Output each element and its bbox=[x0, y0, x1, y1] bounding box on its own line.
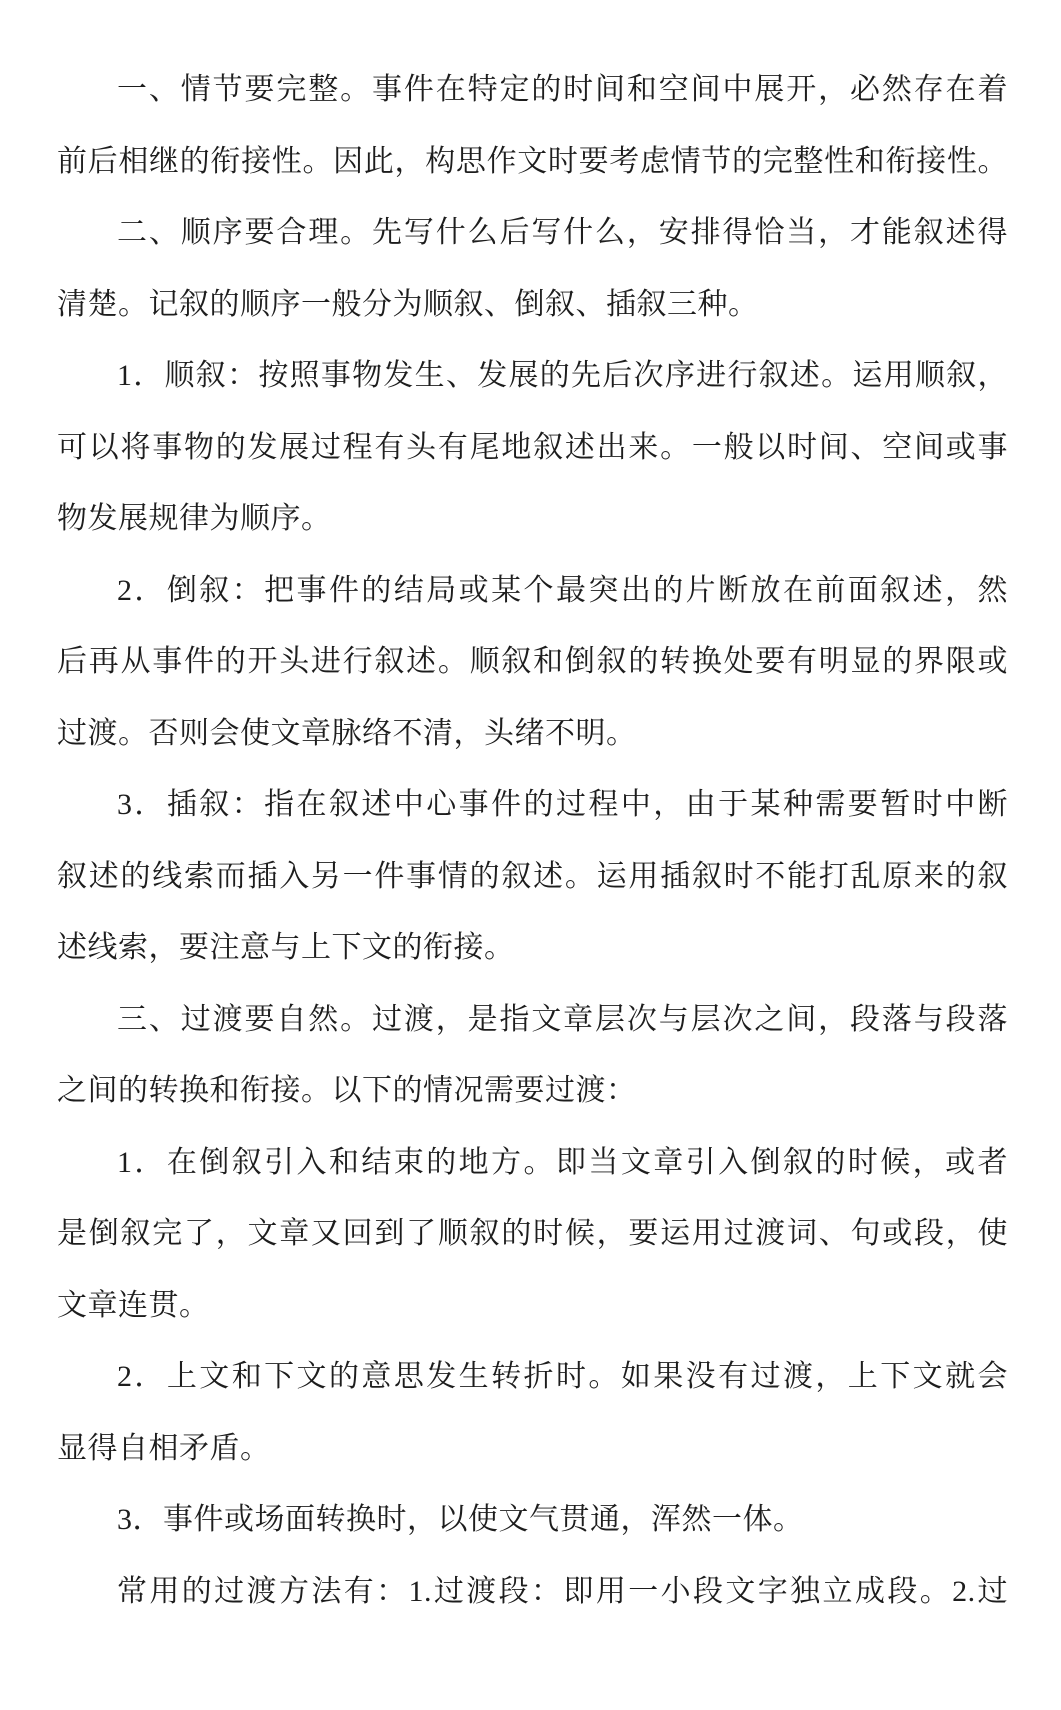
text-line: 显得自相矛盾。 bbox=[57, 1431, 271, 1465]
text-line: 之间的转换和衔接。以下的情况需要过渡： bbox=[57, 1074, 637, 1107]
text-line: 2．倒叙：把事件的结局或某个最突出的片断放在前面叙述，然 bbox=[117, 573, 1008, 607]
text-line: 3．插叙：指在叙述中心事件的过程中，由于某种需要暂时中断 bbox=[117, 788, 1008, 821]
text-line: 可以将事物的发展过程有头有尾地叙述出来。一般以时间、空间或事 bbox=[57, 430, 1008, 464]
text-line: 是倒叙完了，文章又回到了顺叙的时候，要运用过渡词、句或段，使 bbox=[57, 1217, 1008, 1250]
text-line: 文章连贯。 bbox=[57, 1288, 210, 1322]
text-line: 叙述的线索而插入另一件事情的叙述。运用插叙时不能打乱原来的叙 bbox=[57, 859, 1008, 893]
text-line: 过渡。否则会使文章脉络不清，头绪不明。 bbox=[57, 716, 637, 750]
text-line: 一、情节要完整。事件在特定的时间和空间中展开，必然存在着 bbox=[117, 73, 1008, 106]
text-line: 二、顺序要合理。先写什么后写什么，安排得恰当，才能叙述得 bbox=[117, 216, 1008, 249]
text-line: 物发展规律为顺序。 bbox=[57, 502, 332, 535]
text-line: 1．在倒叙引入和结束的地方。即当文章引入倒叙的时候，或者 bbox=[117, 1145, 1008, 1179]
text-line: 后再从事件的开头进行叙述。顺叙和倒叙的转换处要有明显的界限或 bbox=[57, 645, 1008, 678]
text-line: 三、过渡要自然。过渡，是指文章层次与层次之间，段落与段落 bbox=[117, 1002, 1008, 1036]
text-line: 2．上文和下文的意思发生转折时。如果没有过渡，上下文就会 bbox=[117, 1360, 1008, 1393]
text-line: 1．顺叙：按照事物发生、发展的先后次序进行叙述。运用顺叙， bbox=[117, 359, 1008, 392]
text-line: 述线索，要注意与上下文的衔接。 bbox=[57, 931, 515, 964]
text-line: 3．事件或场面转换时，以使文气贯通，浑然一体。 bbox=[117, 1503, 804, 1536]
text-line: 清楚。记叙的顺序一般分为顺叙、倒叙、插叙三种。 bbox=[57, 287, 759, 321]
document-body bbox=[57, 54, 1008, 1627]
text-line: 前后相继的衔接性。因此，构思作文时要考虑情节的完整性和衔接性。 bbox=[57, 144, 1008, 178]
text-line: 常用的过渡方法有：1.过渡段：即用一小段文字独立成段。2.过 bbox=[117, 1574, 1008, 1608]
